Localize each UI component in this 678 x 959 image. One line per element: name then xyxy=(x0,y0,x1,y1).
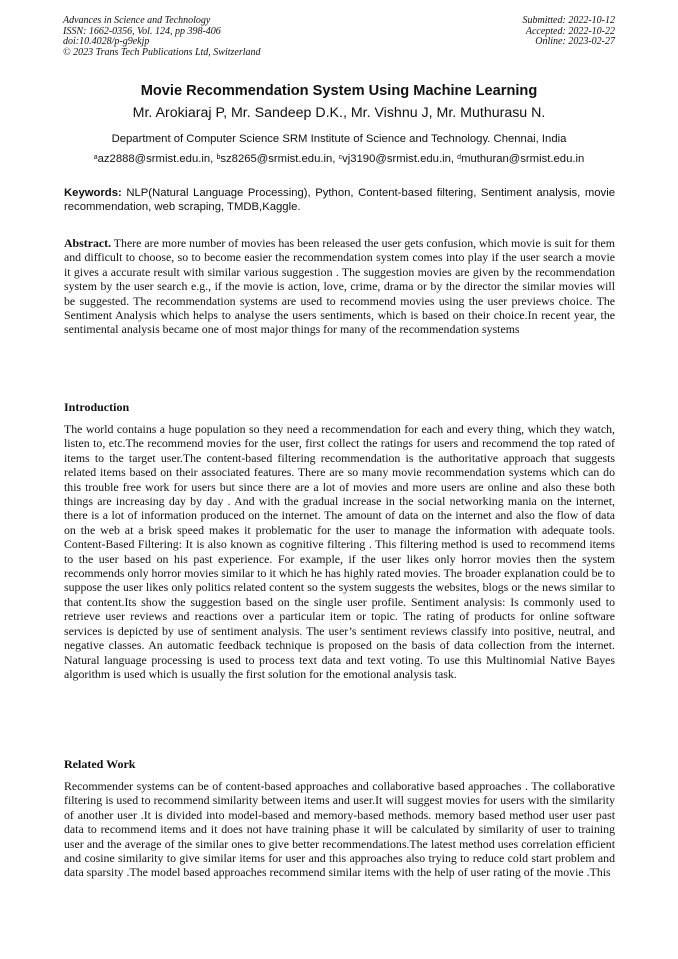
keywords-text: NLP(Natural Language Processing), Python, Content-based filtering, Sentiment analysis, movie recommendation, web scraping, TMDB,Kaggle. xyxy=(64,187,615,213)
related-work-text: Recommender systems can be of content-based approaches and collaborative based approaches . The collaborative filtering is used to recommend similarity between items and user.It will suggest movies for users with the similarity of another user .It is divided into model-based and memory-based methods. memory based method user user past data to recommend items and it does not have training phase it will be calculated by similarity of user to training user and the average of the similar ones to give better recommendations.The latest method uses correlation efficient and cosine similarity to give similar items for user and this approaches also trying to reduce cold start problem and data sparsity .The model based approaches recommend similar items with the help of user rating of the movie .This xyxy=(64,779,615,880)
submitted-date: Submitted: 2022-10-12 xyxy=(522,15,615,26)
email-address: sz8265@srmist.edu.in, xyxy=(220,153,339,165)
abstract-block xyxy=(64,236,615,337)
introduction-heading: Introduction xyxy=(64,400,130,414)
journal-header-right xyxy=(523,16,616,48)
email-address: muthuran@srmist.edu.in xyxy=(461,153,585,165)
abstract-label: Abstract. xyxy=(64,236,112,250)
journal-name: Advances in Science and Technology xyxy=(63,15,211,26)
keywords-label: Keywords: xyxy=(64,187,122,199)
doi-line: doi:10.4028/p-g9ekjp xyxy=(63,36,150,48)
issn-line: ISSN: 1662-0356, Vol. 124, pp 398-406 xyxy=(63,25,221,37)
email-address: az2888@srmist.edu.in, xyxy=(97,153,217,165)
abstract-text: There are more number of movies has been released the user gets confusion, which movie is suit for them and difficult to choose, so to become easier the recommendation system comes into play if the user search a movie it gives a accurate result with similar various suggestion . The suggestion movies are given by the recommendation system by the user search e.g., if the movie is action, love, crime, drama or by the director the similar movies will be suggested. The recommendation systems are used to recommend movies using the user previews choice. The Sentiment Analysis which helps to analyse the users sentiments, which is based on their choice.In recent year, the sentimental analysis became one of most major things for many of the recommendation systems xyxy=(64,236,615,337)
email-superscript: d xyxy=(457,154,462,161)
keywords-block xyxy=(64,186,615,214)
email-superscript: b xyxy=(216,154,221,161)
email-superscript: c xyxy=(338,154,343,161)
email-superscript: a xyxy=(93,154,98,161)
paper-title: Movie Recommendation System Using Machine Learning xyxy=(140,83,538,99)
email-address: vj3190@srmist.edu.in, xyxy=(342,153,458,165)
author-list: Mr. Arokiaraj P, Mr. Sandeep D.K., Mr. Vishnu J, Mr. Muthurasu N. xyxy=(132,105,546,121)
accepted-date: Accepted: 2022-10-22 xyxy=(525,25,615,37)
introduction-text: The world contains a huge population so they need a recommendation for each and every thing, which they watch, listen to, etc.The recommend movies for the user, first collect the ratings for users and recommend the top rated of items to the target user.The content-based filtering recommendation is the authoritative approach that suggests related items based on their associated features. There are so many movie recommendation systems which can do this trouble free work for users but since there are a lot of movies and more users are online and also these both things are increasing day by day . And with the gradual increase in the social networking mania on the internet, there is a lot of information produced on the internet. The amount of data on the internet and also the flow of data on the web at a brisk speed makes it problematic for the user to manage the information with adequate tools. Content-Based Filtering: It is also known as cognitive filtering . This filtering method is used to recommend items to the user based on his past experience. For example, if the user likes only horror movies then the system recommends only horror movies similar to it which he has highly rated movies. The broader explanation could be to suppose the user likes only politics related content so the system suggests the websites, blogs or the news similar to that content.Its show the suggestion based on the single user profile. Sentiment analysis: Is commonly used to retrieve user reviews and reactions over a particular item or topic. The rating of products for online software services is depicted by use of sentiment analysis. The user’s sentiment reviews classify into positive, neutral, and negative classes. An automatic feedback technique is proposed on the basis of data collection from the internet. Natural language processing is used to process text data and text voting. To use this Multinomial Native Bayes algorithm is used which is usually the first solution for the emotional analysis task. xyxy=(64,422,615,681)
copyright-line: © 2023 Trans Tech Publications Ltd, Switzerland xyxy=(63,46,261,58)
journal-header-left xyxy=(63,16,261,58)
author-emails xyxy=(0,153,678,165)
online-date: Online: 2023-02-27 xyxy=(535,36,615,48)
affiliation: Department of Computer Science SRM Institute of Science and Technology. Chennai, India xyxy=(111,133,567,145)
related-work-heading: Related Work xyxy=(64,757,136,771)
